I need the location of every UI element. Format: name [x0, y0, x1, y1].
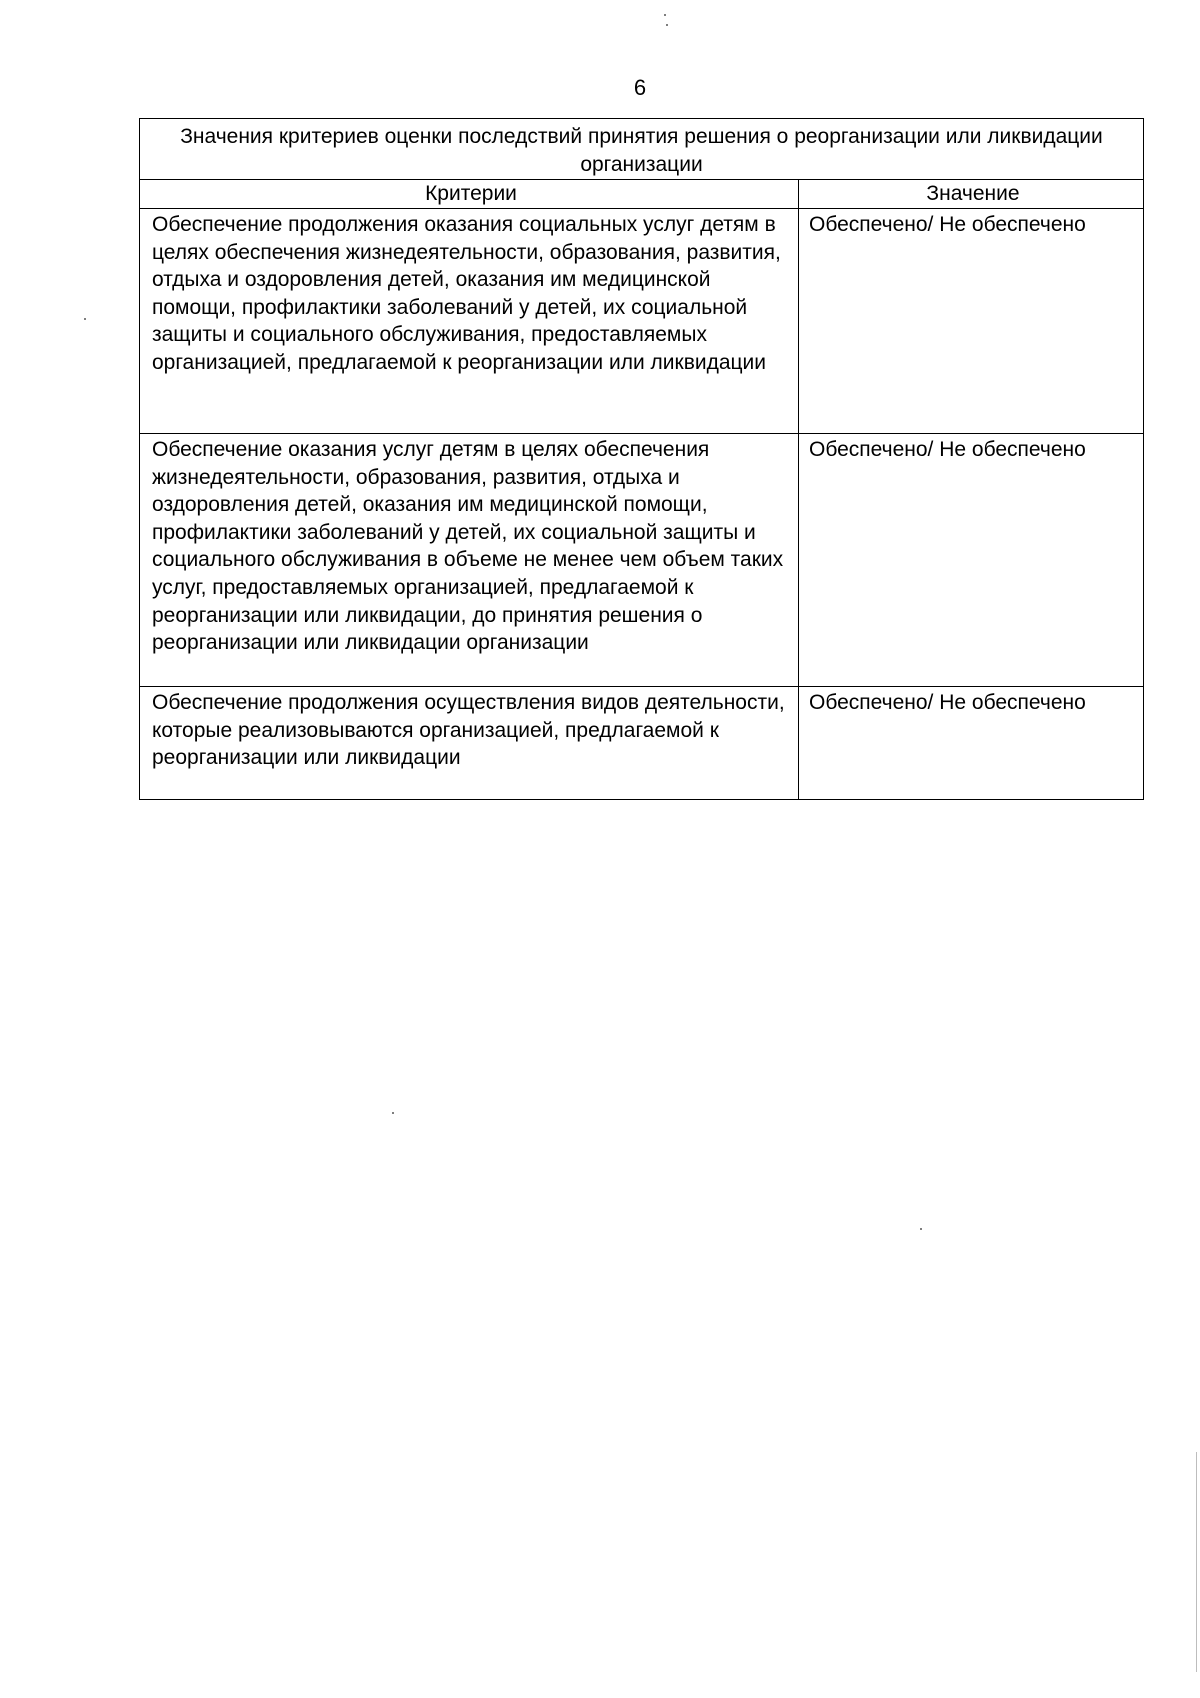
criteria-table	[139, 118, 1144, 800]
value-cell: Обеспечено/ Не обеспечено	[799, 209, 1144, 434]
value-cell: Обеспечено/ Не обеспечено	[799, 434, 1144, 687]
scan-speck	[84, 318, 86, 320]
page-number: 6	[633, 75, 647, 100]
scan-speck	[664, 14, 666, 16]
criterion-cell: Обеспечение продолжения оказания социальных услуг детям в целях обеспечения жизнедеятельности, образования, развития, отдыха и оздоровления детей, оказания им медицинской помощи, профилактики заболеваний у детей, их социальной защиты и социального обслуживания, предоставляемых организацией, предлагаемой к реорганизации или ликвидации	[140, 209, 799, 434]
table-row	[140, 209, 1144, 434]
table-row	[140, 687, 1144, 800]
column-header-value: Значение	[799, 180, 1144, 209]
scan-speck	[920, 1228, 922, 1230]
criterion-cell: Обеспечение продолжения осуществления видов деятельности, которые реализовываются организацией, предлагаемой к реорганизации или ликвидации	[140, 687, 799, 800]
scan-speck	[392, 1112, 394, 1114]
table-row	[140, 434, 1144, 687]
table-title: Значения критериев оценки последствий принятия решения о реорганизации или ликвидации организации	[140, 119, 1144, 180]
criterion-cell: Обеспечение оказания услуг детям в целях обеспечения жизнедеятельности, образования, развития, отдыха и оздоровления детей, оказания им медицинской помощи, профилактики заболеваний у детей, их социальной защиты и социального обслуживания в объеме не менее чем объем таких услуг, предоставляемых организацией, предлагаемой к реорганизации или ликвидации, до принятия решения о реорганизации или ликвидации организации	[140, 434, 799, 687]
table-header-row	[140, 180, 1144, 209]
column-header-criteria: Критерии	[140, 180, 799, 209]
table-title-row	[140, 119, 1144, 180]
value-cell: Обеспечено/ Не обеспечено	[799, 687, 1144, 800]
scan-edge-line	[1196, 1452, 1197, 1672]
scan-speck	[666, 24, 668, 26]
